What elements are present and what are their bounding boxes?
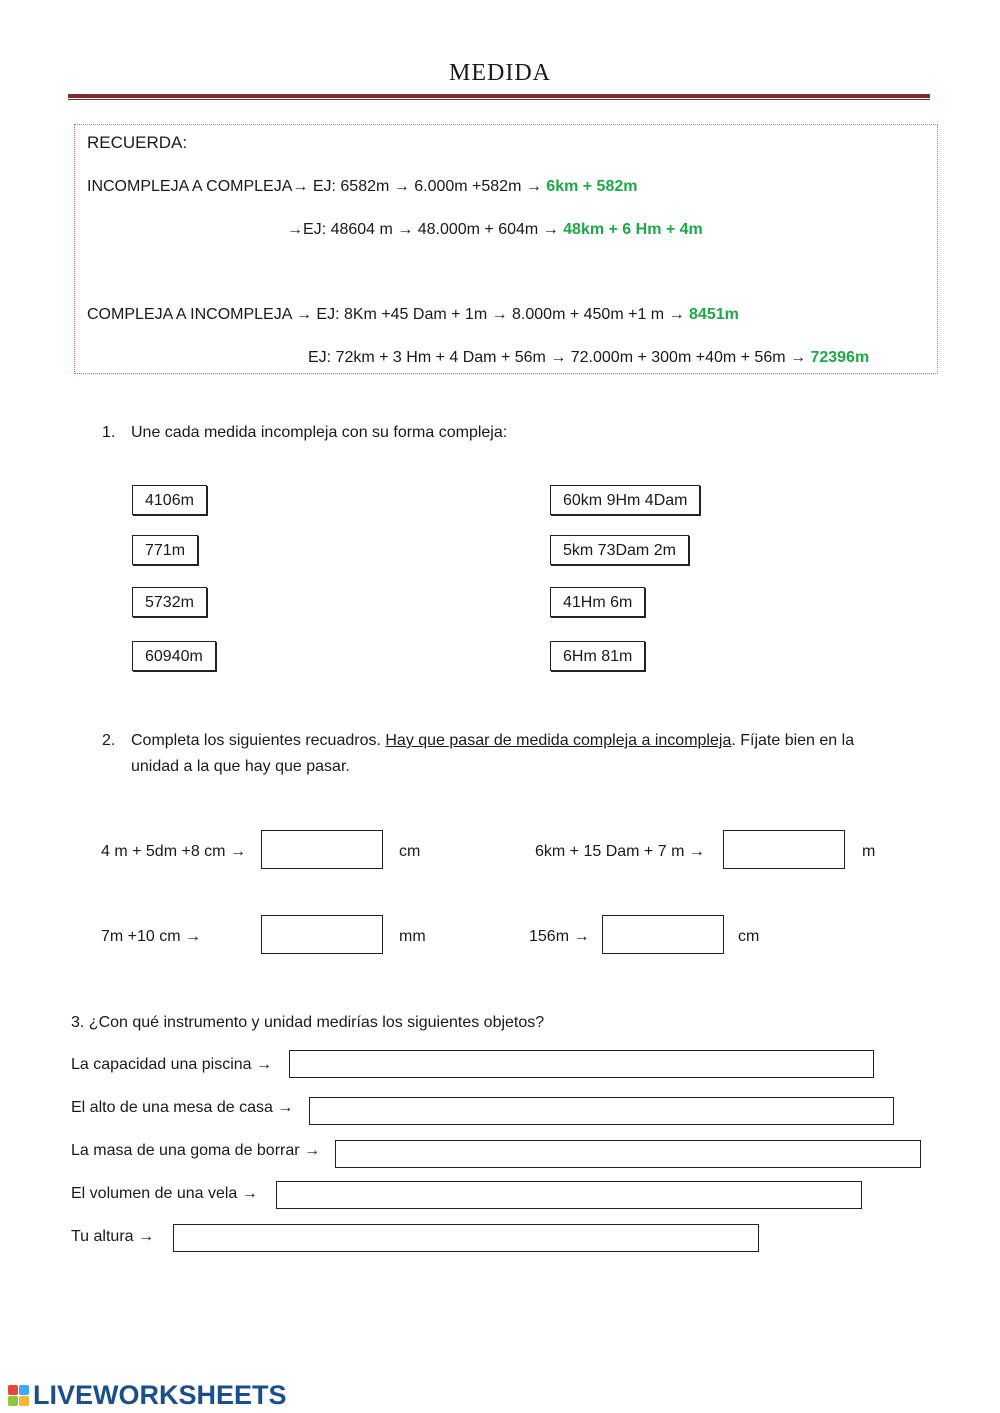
q1-right-item[interactable]: 41Hm 6m xyxy=(550,587,645,617)
q1-left-item[interactable]: 4106m xyxy=(132,485,207,515)
q2-number: 2. xyxy=(102,732,116,749)
q1-right-item[interactable]: 6Hm 81m xyxy=(550,641,645,671)
recuerda-heading: RECUERDA: xyxy=(87,133,188,152)
q2-expression: 156m → xyxy=(529,928,590,945)
q2-instructions-line-2: unidad a la que hay que pasar. xyxy=(131,758,350,775)
recuerda-line-3 xyxy=(87,306,739,324)
q1-instructions: Une cada medida incompleja con su forma compleja: xyxy=(131,424,508,441)
recuerda-line-2 xyxy=(287,221,703,239)
recuerda-line-1 xyxy=(87,178,637,196)
q3-instructions: 3. ¿Con qué instrumento y unidad medirías los siguientes objetos? xyxy=(71,1014,545,1031)
q3-answer-input[interactable] xyxy=(289,1050,874,1078)
recuerda-box xyxy=(74,124,938,374)
recuerda-line-1-answer: 6km + 582m xyxy=(546,178,638,195)
q2-unit: m xyxy=(862,843,876,860)
recuerda-line-1-text: INCOMPLEJA A COMPLEJA→ EJ: 6582m → 6.000m +582m → xyxy=(87,178,547,195)
q3-prompt: Tu altura → xyxy=(71,1228,154,1245)
q2-unit: mm xyxy=(399,928,426,945)
q2-expression: 7m +10 cm → xyxy=(101,928,202,945)
q2-instructions xyxy=(131,732,854,750)
liveworksheets-logo-text: LIVEWORKSHEETS xyxy=(33,1380,287,1410)
q2-unit: cm xyxy=(399,843,421,860)
recuerda-line-2-text: →EJ: 48604 m → 48.000m + 604m → xyxy=(287,221,564,238)
q1-left-item[interactable]: 60940m xyxy=(132,641,216,671)
q2-answer-input[interactable] xyxy=(602,915,724,954)
q2-expression: 4 m + 5dm +8 cm → xyxy=(101,843,246,860)
q1-left-item[interactable]: 771m xyxy=(132,535,198,565)
q3-answer-input[interactable] xyxy=(309,1097,894,1125)
recuerda-line-4-text: EJ: 72km + 3 Hm + 4 Dam + 56m → 72.000m + 300m +40m + 56m → xyxy=(308,349,811,366)
q3-prompt: El volumen de una vela → xyxy=(71,1185,258,1202)
q2-answer-input[interactable] xyxy=(723,830,845,869)
recuerda-line-4 xyxy=(308,349,869,367)
q3-prompt: La masa de una goma de borrar → xyxy=(71,1142,321,1159)
q2-expression: 6km + 15 Dam + 7 m → xyxy=(535,843,705,860)
q1-right-item[interactable]: 5km 73Dam 2m xyxy=(550,535,689,565)
q1-left-item[interactable]: 5732m xyxy=(132,587,207,617)
recuerda-line-3-text: COMPLEJA A INCOMPLEJA → EJ: 8Km +45 Dam + 1m → 8.000m + 450m +1 m → xyxy=(87,306,690,323)
title-divider-thin xyxy=(68,99,930,100)
q2-answer-input[interactable] xyxy=(261,915,383,954)
recuerda-line-2-answer: 48km + 6 Hm + 4m xyxy=(563,221,703,238)
recuerda-line-4-answer: 72396m xyxy=(810,349,870,366)
q1-number: 1. xyxy=(102,424,116,441)
liveworksheets-logo[interactable] xyxy=(8,1380,287,1411)
q2-answer-input[interactable] xyxy=(261,830,383,869)
q3-answer-input[interactable] xyxy=(173,1224,759,1252)
page-title: MEDIDA xyxy=(449,60,551,86)
q3-prompt: El alto de una mesa de casa → xyxy=(71,1099,294,1116)
q2-text-underlined: Hay que pasar de medida compleja a incompleja xyxy=(385,732,732,749)
q3-answer-input[interactable] xyxy=(335,1140,921,1168)
q3-answer-input[interactable] xyxy=(276,1181,862,1209)
q2-unit: cm xyxy=(738,928,760,945)
q3-prompt: La capacidad una piscina → xyxy=(71,1056,273,1073)
q2-text-a: Completa los siguientes recuadros. xyxy=(131,732,386,749)
liveworksheets-logo-icon xyxy=(8,1385,29,1406)
recuerda-line-3-answer: 8451m xyxy=(689,306,739,323)
q2-text-b: . Fíjate bien en la xyxy=(731,732,855,749)
title-divider xyxy=(68,94,930,98)
q1-right-item[interactable]: 60km 9Hm 4Dam xyxy=(550,485,700,515)
